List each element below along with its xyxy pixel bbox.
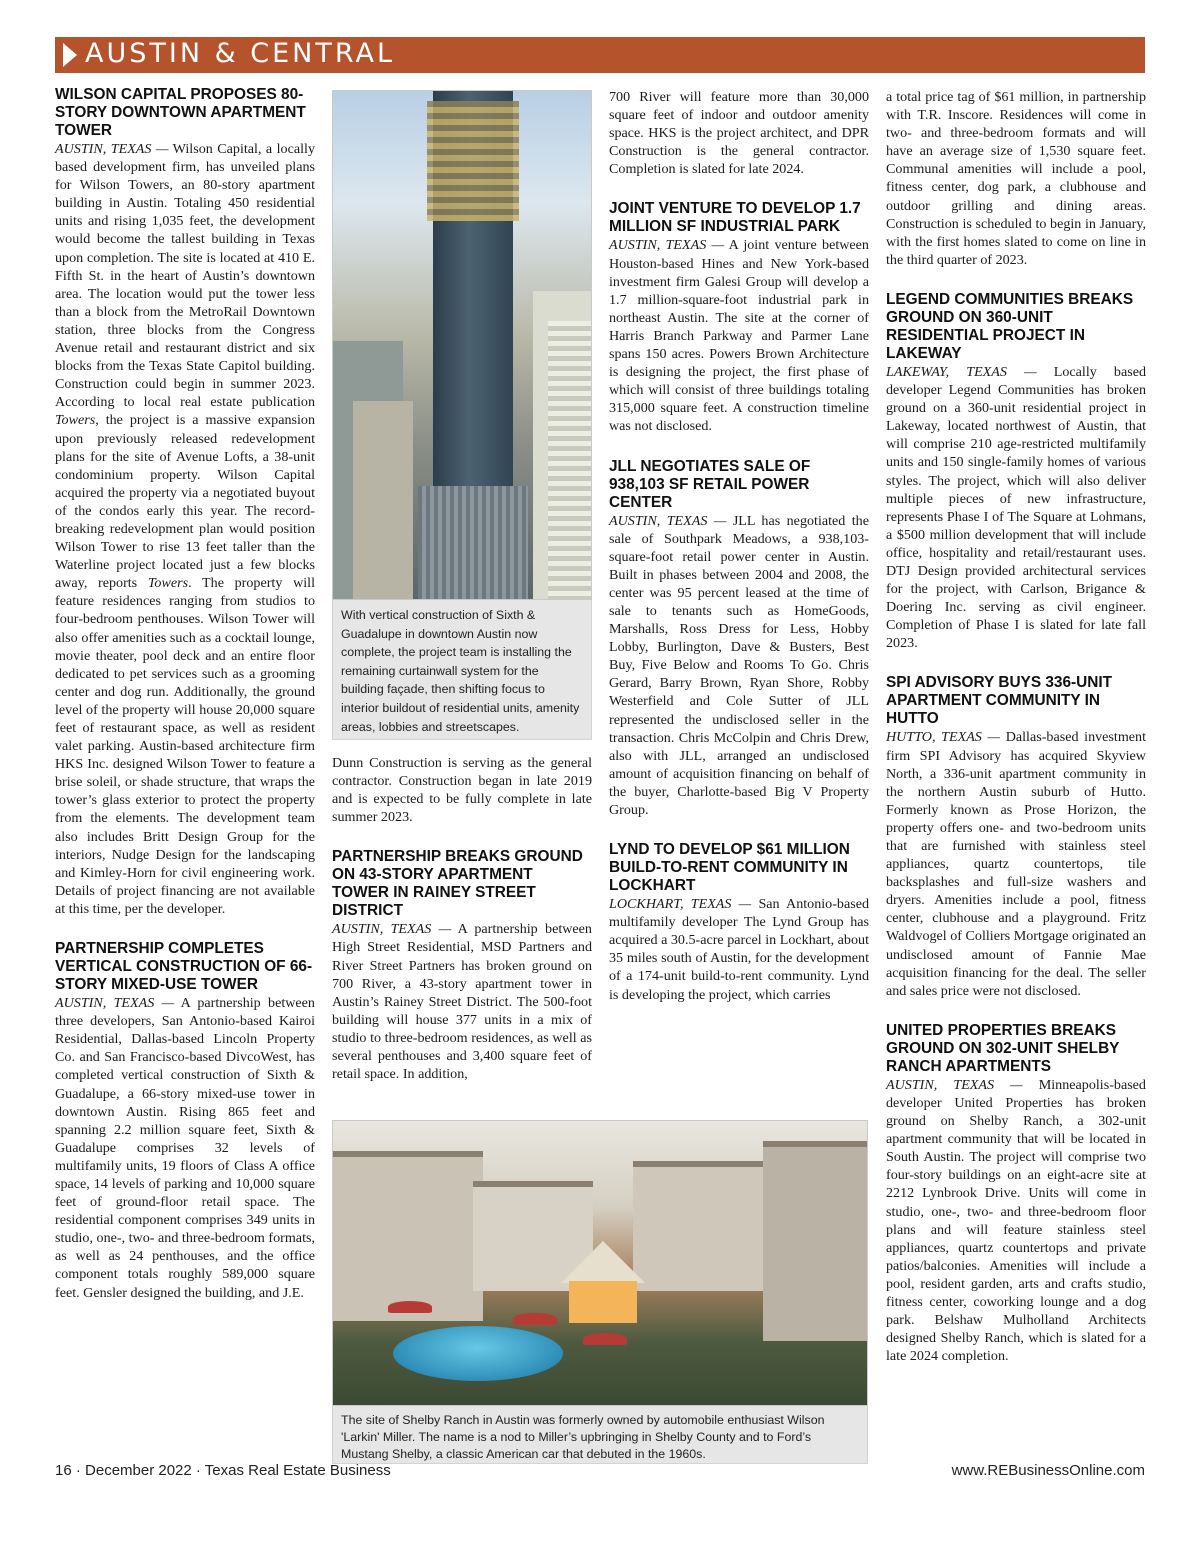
article-headline: LEGEND COMMUNITIES BREAKS GROUND ON 360-UNIT RESIDENTIAL PROJECT IN LAKEWAY bbox=[886, 290, 1134, 362]
article-sixth-guadalupe bbox=[55, 940, 315, 1302]
section-banner bbox=[55, 37, 1145, 73]
article-text: San Antonio-based multifamily developer The Lynd Group has acquired a 30.5-acre parcel in Lockhart, about 35 miles south of Austin, for the development of a 174-unit build-to-rent community. Lynd is developing the project, which carries bbox=[609, 896, 869, 1003]
article-body bbox=[609, 895, 869, 1004]
article-dateline: AUSTIN, TEXAS — bbox=[55, 141, 169, 157]
article-text: Locally based developer Legend Communities has broken ground on a 360-unit residential project in Lakeway, located northwest of Austin, that will comprise 210 age-restricted multifamily units and 150 single-family homes of various styles. The project, which will also deliver multiple pieces of new infrastructure, represents Phase I of The Square at Lohmans, a $500 million development that will include office, hospitality and retail/restaurant uses. DTJ Design provided architectural services for the project, with Carlson, Brigance & Doering Inc. serving as civil engineer. Completion of Phase I is slated for late fall 2023. bbox=[886, 363, 1146, 652]
column-2 bbox=[332, 754, 592, 1105]
article-text: Wilson Capital, a locally based development firm, has unveiled plans for Wilson Towers, an 80-story apartment building in Austin. Totaling 450 residential units and rising 1,035 feet, the development would become the tallest building in Texas upon completion. The site is located at 410 E. Fifth St. in the heart of Austin’s downtown area. The location would put the tower less than a block from the MetroRail Downtown station, three blocks from the Congress Avenue retail and restaurant district and six blocks from the Texas State Capitol building. Construction could begin in summer 2023. According to local real estate publication bbox=[55, 141, 315, 411]
article-text: Minneapolis-based developer United Properties has broken ground on Shelby Ranch, a 302-unit apartment community that will be located in South Austin. The project will comprise two four-story buildings on an eight-acre site at 2212 Lynbrook Drive. Units will come in studio, one-, two- and three-bedroom floor plans and will feature stainless steel appliances, quartz countertops and private patios/balconies. Amenities will include a pool, resident garden, arts and crafts studio, fitness center, coworking lounge and a dog park. Belshaw Mulholland Architects designed Shelby Ranch, which is slated for a late 2024 completion. bbox=[886, 1076, 1146, 1365]
article-body bbox=[332, 920, 592, 1083]
article-dateline: LAKEWAY, TEXAS — bbox=[886, 363, 1037, 380]
shelby-ranch-caption: The site of Shelby Ranch in Austin was formerly owned by automobile enthusiast Wilson 'Larkin' Miller. The name is a nod to Miller’s upbringing in Shelby County and to Ford’s Mustang Shelby, a classic American car that debuted in the 1960s. bbox=[332, 1406, 868, 1464]
article-wilson bbox=[55, 86, 315, 918]
article-dateline: AUSTIN, TEXAS — bbox=[332, 921, 452, 938]
publication-name: Towers bbox=[55, 412, 96, 429]
article-headline: UNITED PROPERTIES BREAKS GROUND ON 302-UNIT SHELBY RANCH APARTMENTS bbox=[886, 1021, 1120, 1075]
article-text: A joint venture between Houston-based Hines and New York-based investment firm Galesi Group will develop a 1.7 million-square-foot industrial park in northeast Austin. The site at the corner of Harris Branch Parkway and Parmer Lane spans 150 acres. Powers Brown Architecture is designing the project, the first phase of which will consist of three buildings totaling 315,000 square feet. A construction timeline was not disclosed. bbox=[609, 237, 869, 435]
article-united bbox=[886, 1022, 1146, 1366]
article-body bbox=[55, 140, 315, 918]
article-body: a total price tag of $61 million, in partnership with T.R. Inscore. Residences will come in two- and three-bedroom formats and will have an average size of 1,530 square feet. Communal amenities will include a pool, fitness center, dog park, a clubhouse and outdoor grilling and dining areas. Construction is scheduled to begin in January, with the first homes slated to come on line in the third quarter of 2023. bbox=[886, 89, 1146, 268]
article-text: , the project is a massive expansion upon previously released redevelopment plans for the site of Avenue Lofts, a 38-unit condominium property. Wilson Capital acquired the property via a negotiated buyout of the condos early this year. The record-breaking redevelopment plan would position Wilson Tower to rise 13 feet taller than the Waterline project located just a few blocks away, reports bbox=[55, 412, 315, 592]
article-body: 700 River will feature more than 30,000 square feet of indoor and outdoor amenity space. HKS is the project architect, and DPR Construction is the general contractor. Completion is slated for late 2024. bbox=[609, 89, 869, 178]
article-lynd bbox=[609, 841, 869, 1004]
article-body: Dunn Construction is serving as the general contractor. Construction began in late 2019 and is expected to be fully complete in late summer 2023. bbox=[332, 755, 592, 826]
article-headline: PARTNERSHIP COMPLETES VERTICAL CONSTRUCTION OF 66-STORY MIXED-USE TOWER bbox=[55, 940, 313, 994]
article-body bbox=[609, 236, 869, 435]
article-sixth-guadalupe-continued bbox=[332, 754, 592, 826]
tower-photo-caption: With vertical construction of Sixth & Guadalupe in downtown Austin now complete, the project team is installing the remaining curtainwall system for the building façade, then shifting focus to interior buildout of residential units, amenity areas, lobbies and streetscapes. bbox=[332, 600, 592, 740]
article-headline: PARTNERSHIP BREAKS GROUND ON 43-STORY APARTMENT TOWER IN RAINEY STREET DISTRICT bbox=[332, 848, 583, 920]
article-lynd-continued bbox=[886, 88, 1146, 269]
article-headline: SPI ADVISORY BUYS 336-UNIT APARTMENT COMMUNITY IN HUTTO bbox=[886, 674, 1113, 728]
article-joint-venture bbox=[609, 200, 869, 435]
article-dateline: AUSTIN, TEXAS — bbox=[609, 512, 727, 529]
article-dateline: HUTTO, TEXAS — bbox=[886, 729, 1001, 746]
column-4 bbox=[886, 88, 1146, 1387]
website-url: www.REBusinessOnline.com bbox=[951, 1462, 1145, 1479]
column-3 bbox=[609, 88, 869, 1026]
article-body bbox=[609, 512, 869, 820]
article-spi bbox=[886, 674, 1146, 999]
article-body bbox=[886, 363, 1146, 653]
article-body bbox=[886, 1076, 1146, 1366]
article-text: A partnership between three developers, San Antonio-based Kairoi Residential, Dallas-based Lincoln Property Co. and San Francisco-based DivcoWest, has completed vertical construction of Sixth & Guadalupe, a 66-story mixed-use tower in downtown Austin. Rising 865 feet and spanning 2.2 million square feet, Sixth & Guadalupe comprises 32 levels of multifamily units, 19 floors of Class A office space, 14 levels of parking and 10,000 square feet of ground-floor retail space. The residential component comprises 349 units in studio, one-, two- and three-bedroom formats, as well as 24 penthouses, and the office component totals roughly 589,000 square feet. Gensler designed the building, and J.E. bbox=[55, 995, 315, 1301]
article-text: A partnership between High Street Residential, MSD Partners and River Street Partners has broken ground on 700 River, a 43-story apartment tower in Austin’s Rainey Street District. The 500-foot building will house 377 units in a mix of studio to three-bedroom residences, as well as several penthouses and 3,400 square feet of retail space. In addition, bbox=[332, 921, 592, 1083]
page-footer-info: 16 · December 2022 · Texas Real Estate Business bbox=[55, 1462, 391, 1479]
article-text: . The property will feature residences ranging from studios to four-bedroom penthouses. Wilson Tower will also offer amenities such as a cocktail lounge, movie theater, pool deck and an entire floor dedicated to pet services such as a grooming center and dog run. Additionally, the ground level of the property will house 20,000 square feet of restaurant space, as well as resident valet parking. Austin-based architecture firm HKS Inc. designed Wilson Tower to feature a brise soleil, or shade structure, that wraps the tower’s glass exterior to protect the property from the elements. The development team also includes Britt Design Group for the interiors, Nudge Design for the landscaping and Kimley-Horn for civil engineering work. Details of project financing are not available at this time, per the developer. bbox=[55, 575, 315, 917]
article-text: Dallas-based investment firm SPI Advisory has acquired Skyview North, a 336-unit apartment community in the northern Austin suburb of Hutto. Formerly known as Prose Horizon, the property offers one- and two-bedroom units that are furnished with stainless steel appliances, quartz countertops, tile backsplashes and full-size washers and dryers. Amenities include a pool, fitness center, clubhouse and a playground. Fritz Waldvogel of Colliers Mortgage originated an undisclosed amount of Fannie Mae acquisition financing for the deal. The seller and sales price were not disclosed. bbox=[886, 729, 1146, 999]
article-dateline: AUSTIN, TEXAS — bbox=[886, 1076, 1023, 1093]
article-headline: WILSON CAPITAL PROPOSES 80-STORY DOWNTOWN APARTMENT TOWER bbox=[55, 86, 306, 139]
article-rainey-continued bbox=[609, 88, 869, 178]
tower-construction-photo bbox=[332, 90, 592, 600]
article-text: JLL has negotiated the sale of Southpark Meadows, a 938,103-square-foot retail power center in Austin. Built in phases between 2004 and 2008, the center was 95 percent leased at the time of sale to tenants such as HomeGoods, Marshalls, Ross Dress for Less, Hobby Lobby, Burlington, Dave & Busters, Best Buy, Five Below and Rooms To Go. Chris Gerard, Barry Brown, Ryan Shore, Robby Westerfield and Cole Sutter of JLL represented the undisclosed seller in the transaction. Chris McColpin and Chris Drew, also with JLL, arranged an undisclosed amount of acquisition financing on behalf of the buyer, Charlotte-based Big V Property Group. bbox=[609, 512, 869, 818]
article-jll bbox=[609, 458, 869, 820]
triangle-arrow-icon bbox=[63, 43, 77, 67]
article-rainey bbox=[332, 848, 592, 1083]
column-1 bbox=[55, 86, 315, 1324]
article-headline: LYND TO DEVELOP $61 MILLION BUILD-TO-RENT COMMUNITY IN LOCKHART bbox=[609, 841, 850, 895]
article-dateline: LOCKHART, TEXAS — bbox=[609, 896, 752, 913]
article-headline: JLL NEGOTIATES SALE OF 938,103 SF RETAIL POWER CENTER bbox=[609, 457, 811, 511]
article-legend bbox=[886, 291, 1146, 653]
article-dateline: AUSTIN, TEXAS — bbox=[609, 237, 725, 254]
section-title: AUSTIN & CENTRAL bbox=[85, 38, 396, 69]
article-body bbox=[55, 994, 315, 1302]
article-headline: JOINT VENTURE TO DEVELOP 1.7 MILLION SF INDUSTRIAL PARK bbox=[609, 200, 861, 236]
shelby-ranch-rendering bbox=[332, 1120, 868, 1406]
article-body bbox=[886, 728, 1146, 999]
article-dateline: AUSTIN, TEXAS — bbox=[55, 995, 175, 1012]
publication-name: Towers bbox=[147, 575, 189, 592]
